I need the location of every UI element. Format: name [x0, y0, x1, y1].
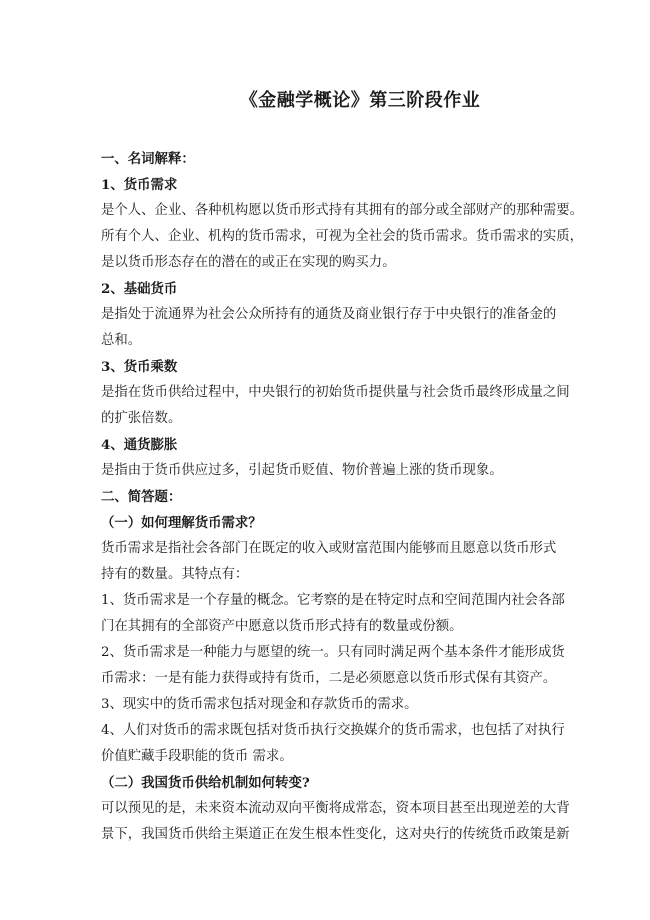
- section-heading-short-answer: 二、简答题：: [101, 489, 182, 505]
- paragraph-line: 的扩张倍数。: [101, 411, 182, 426]
- document-title: 《金融学概论》第三阶段作业: [239, 90, 481, 111]
- paragraph-line: 是指由于货币供应过多，引起货币贬值、物价普遍上涨的货币现象。: [101, 463, 503, 478]
- paragraph-line: 是指处于流通界为社会公众所持有的通货及商业银行存于中央银行的准备金的: [101, 307, 557, 322]
- document-body: [101, 146, 584, 848]
- paragraph-line: 门在其拥有的全部资产中愿意以货币形式持有的数量或份额。: [101, 619, 463, 634]
- paragraph-line: 总和。: [101, 333, 142, 348]
- question-heading: （二）我国货币供给机制如何转变?: [101, 775, 310, 791]
- paragraph-line: 所有个人、企业、机构的货币需求，可视为全社会的货币需求。货币需求的实质，: [101, 229, 584, 244]
- paragraph-line: 是指在货币供给过程中，中央银行的初始货币提供量与社会货币最终形成量之间: [101, 385, 570, 400]
- paragraph-line: 2、货币需求是一种能力与愿望的统一。只有同时满足两个基本条件才能形成货: [101, 645, 565, 660]
- term-heading: 2、基础货币: [101, 281, 178, 297]
- paragraph-line: 4、人们对货币的需求既包括对货币执行交换媒介的货币需求，也包括了对执行: [101, 723, 565, 738]
- term-heading: 3、货币乘数: [101, 359, 178, 375]
- section-heading-terms: 一、名词解释：: [101, 151, 195, 167]
- paragraph-line: 景下，我国货币供给主渠道正在发生根本性变化，这对央行的传统货币政策是新: [101, 827, 570, 842]
- paragraph-line: 价值贮藏手段职能的货币 需求。: [101, 749, 293, 764]
- paragraph-line: 可以预见的是，未来资本流动双向平衡将成常态，资本项目甚至出现逆差的大背: [101, 801, 570, 816]
- paragraph-line: 是个人、企业、各种机构愿以货币形式持有其拥有的部分或全部财产的那种需要。: [101, 203, 584, 218]
- question-heading: （一）如何理解货币需求？: [101, 515, 262, 531]
- paragraph-line: 是以货币形态存在的潜在的或正在实现的购买力。: [101, 255, 396, 270]
- paragraph-line: 持有的数量。其特点有：: [101, 567, 249, 582]
- paragraph-line: 货币需求是指社会各部门在既定的收入或财富范围内能够而且愿意以货币形式: [101, 541, 557, 556]
- paragraph-line: 1、货币需求是一个存量的概念。它考察的是在特定时点和空间范围内社会各部: [101, 593, 565, 608]
- term-heading: 4、通货膨胀: [101, 437, 178, 453]
- paragraph-line: 币需求：一是有能力获得或持有货币，二是必须愿意以货币形式保有其资产。: [101, 671, 557, 686]
- term-heading: 1、货币需求: [101, 177, 178, 193]
- paragraph-line: 3、现实中的货币需求包括对现金和存款货币的需求。: [101, 697, 418, 712]
